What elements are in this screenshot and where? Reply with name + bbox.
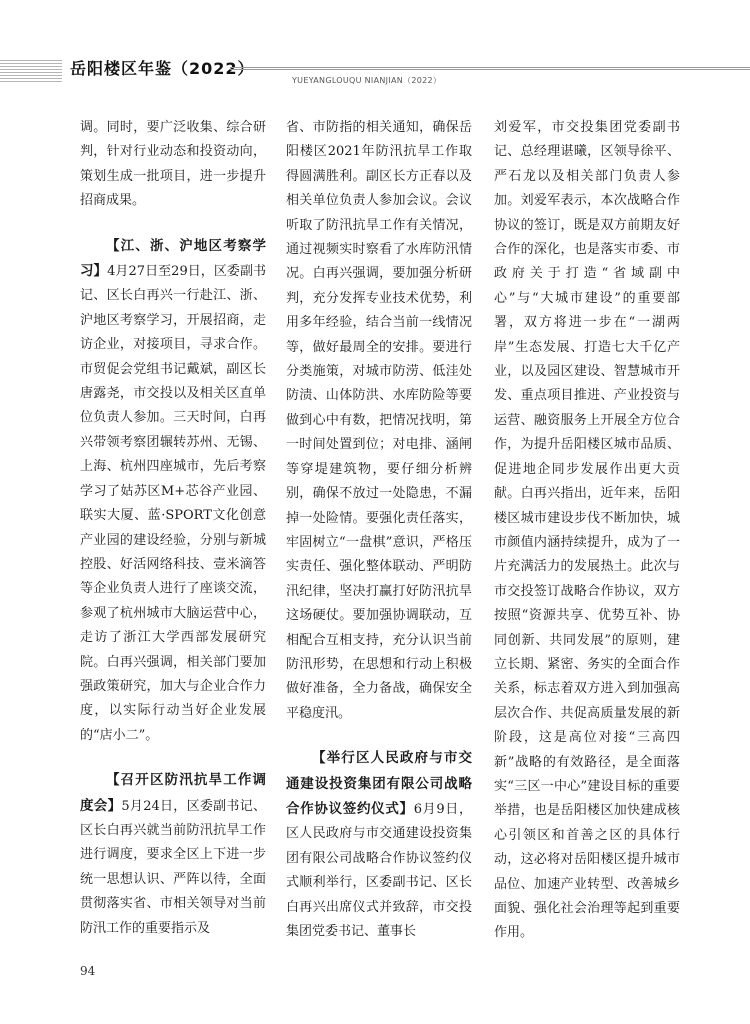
entry-zhejiang-study <box>80 234 266 749</box>
text-column-3 <box>494 116 680 946</box>
entry-heading: 【江、浙、沪地区考察学习】 <box>80 237 266 280</box>
paragraph-continued: 调。同时，要广泛收集、综合研判，针对行业动态和投资动向，策划生成一批项目，进一步提升招商成果。 <box>80 120 266 209</box>
header-rule <box>230 67 750 70</box>
entry-body: 6月9日，区人民政府与市交通建设投资集团有限公司战略合作协议签约仪式顺利举行，区委副书记、区长白再兴出席仪式并致辞，市交投集团党委书记、董事长 <box>286 801 473 939</box>
yearbook-subtitle: YUEYANGLOUQU NIANJIAN（2022） <box>292 76 442 85</box>
entry-heading: 【举行区人民政府与市交通建设投资集团有限公司战略合作协议签约仪式】 <box>286 750 472 817</box>
entry-cooperation-signing <box>286 746 472 944</box>
paragraph-continued: 刘爱军，市交投集团党委副书记、总经理谌曦，区领导徐平、严石龙以及相关部门负责人参加。刘爱军表示，本次战略合作协议的签订，既是双方前期友好合作的深化，也是落实市委、市政府关于打造“省域副中心”与“大城市建设”的重要部署，双方将进一步在“一湖两岸”生态发展、打造七大千亿产业，以及园区建设、智慧城市开发、重点项目推进、产业投资与运营、融资服务上开展全方位合作，为提升岳阳楼区城市品质、促进地企同步发展作出更大贡献。白再兴指出，近年来，岳阳楼区城市建设步伐不断加快，城市颜值内涵持续提升，成为了一片充满活力的发展热土。此次与市交投签订战略合作协议，双方按照“资源共享、优势互补、协同创新、共同发展”的原则，建立长期、紧密、务实的全面合作关系，标志着双方进入到加强高层次合作、共促高质量发展的新阶段，这是高位对接“三高四新”战略的有效路径，是全面落实“三区一中心”建设目标的重要举措，也是岳阳楼区加快建成核心引领区和首善之区的具体行动，这必将对岳阳楼区提升城市品位、加速产业转型、改善城乡面貌、强化社会治理等起到重要作用。 <box>494 120 680 941</box>
running-header <box>0 50 750 90</box>
entry-body: 4月27日至29日，区委副书记、区长白再兴一行赴江、浙、沪地区考察学习，开展招商，走访企业，对接项目，寻求合作。市贸促会党组书记戴斌，副区长唐露尧，市交投以及相关区直单位负责人参加。三天时间，白再兴带领考察团辗转苏州、无锡、上海、杭州四座城市，先后考察学习了姑苏区M+芯谷产业园、联实大厦、蓝·SPORT文化创意产业园的建设经验，分别与新城控股、好活网络科技、壹米滴答等企业负责人进行了座谈交流，参观了杭州城市大脑运营中心，走访了浙江大学西部发展研究院。白再兴强调，相关部门要加强政策研究，加大与企业合作力度，以实际行动当好企业发展的“店小二”。 <box>80 264 267 743</box>
header-stripes-decoration <box>0 60 62 84</box>
entry-heading: 【召开区防汛抗旱工作调度会】 <box>80 772 266 814</box>
yearbook-title: 岳阳楼区年鉴（2022） <box>70 59 255 78</box>
entry-body: 5月24日，区委副书记、区长白再兴就当前防汛抗旱工作进行调度，要求全区上下进一步统一思想认识、严阵以待，全面贯彻落实省、市相关领导对当前防汛工作的重要指示及 <box>80 798 266 936</box>
text-column-2 <box>286 116 472 944</box>
page-number: 94 <box>80 964 96 978</box>
entry-flood-meeting <box>80 768 266 941</box>
text-column-1 <box>80 116 266 941</box>
paragraph-continued: 省、市防指的相关通知，确保岳阳楼区2021年防汛抗旱工作取得圆满胜利。副区长方正春以及相关单位负责人参加会议。会议听取了防汛抗旱工作有关情况，通过视频实时察看了水库防汛情况。白再兴强调，要加强分析研判，充分发挥专业技术优势，利用多年经验，结合当前一线情况等，做好最周全的安排。要进行分类施策，对城市防涝、低洼处防渍、山体防洪、水库防险等要做到心中有数，把情况找明，第一时间处置到位；对电排、涵闸等穿堤建筑物，要仔细分析辨别，确保不放过一处隐患，不漏掉一处险情。要强化责任落实，牢固树立“一盘棋”意识，严格压实责任、强化整体联动、严明防汛纪律，坚决打赢打好防汛抗旱这场硬仗。要加强协调联动，互相配合互相支持，充分认识当前防汛形势，在思想和行动上积极做好准备，全力备战，确保安全平稳度汛。 <box>286 120 472 721</box>
